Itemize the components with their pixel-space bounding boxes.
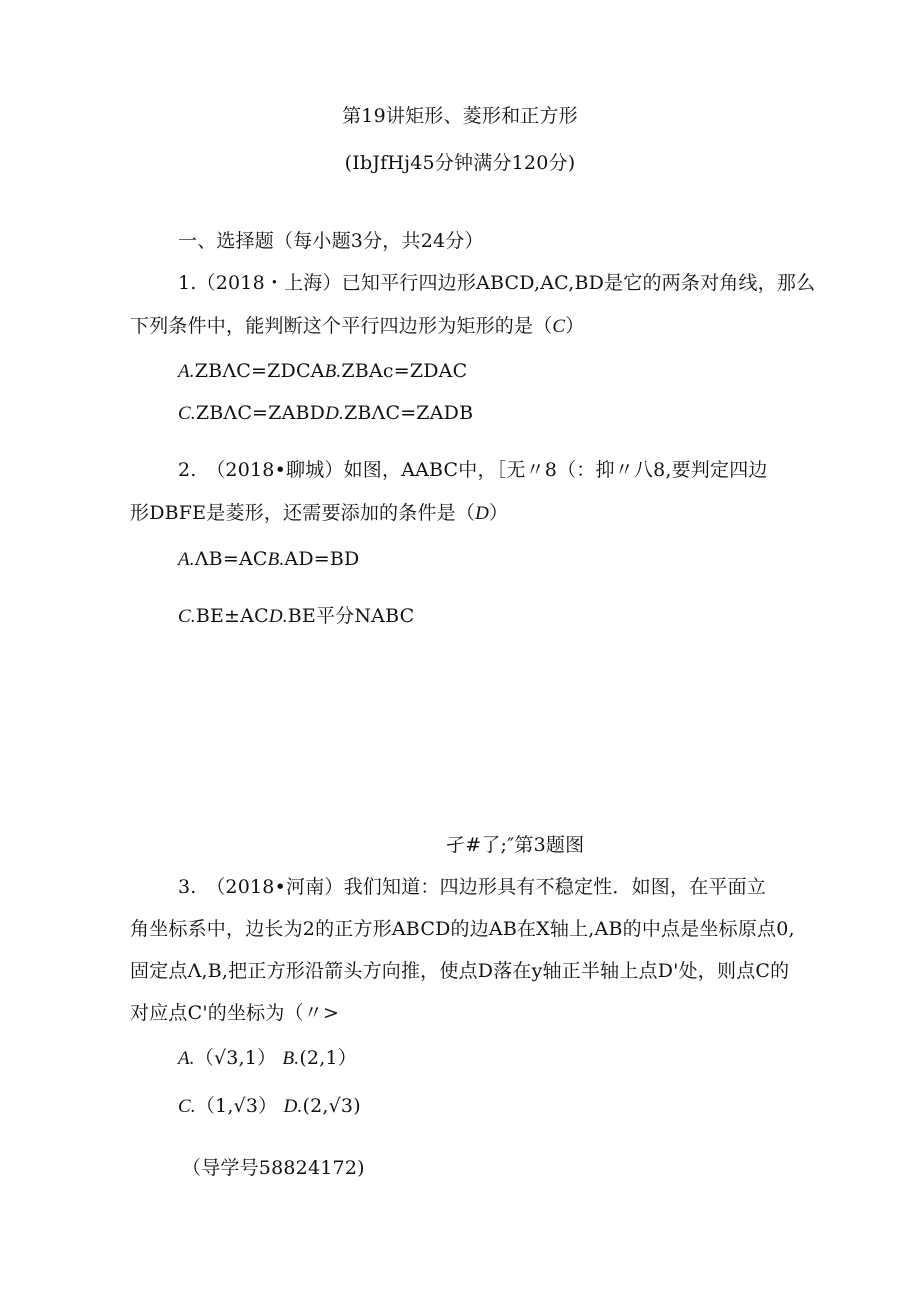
page-subtitle: (IbJfHj45分钟满分120分) bbox=[344, 152, 576, 174]
q1-stem-text: 下列条件中，能判断这个平行四边形为矩形的是（ bbox=[130, 315, 553, 337]
q1-option-d-text: ZBΛC=ZADB bbox=[343, 402, 474, 424]
q2-stem-line1: 2. （2018•聊城）如图，AABC中，［无〃8（：抑〃八8,要判定四边 bbox=[178, 459, 768, 481]
q3-option-a-letter: A. bbox=[178, 1048, 195, 1069]
q3-option-d-text: (2,√3) bbox=[302, 1095, 361, 1117]
q1-option-d-letter: D. bbox=[325, 403, 344, 424]
q3-options-cd bbox=[178, 1093, 361, 1120]
q2-stem-close: ） bbox=[488, 502, 509, 524]
q2-option-b-text: AD=BD bbox=[284, 548, 360, 570]
q2-option-d-text: BE平分NABC bbox=[287, 605, 415, 627]
q3-stem-line4: 对应点C'的坐标为（〃> bbox=[130, 1002, 340, 1024]
q1-options-ab bbox=[178, 358, 467, 385]
q3-stem-line3: 固定点Λ,B,把正方形沿箭头方向推，使点D落在y轴正半轴上点D'处，则点C的 bbox=[130, 960, 790, 982]
guide-number: （导学号58824172) bbox=[182, 1157, 365, 1179]
q1-option-a-text: ZBΛC=ZDCA bbox=[194, 360, 325, 382]
q1-options-cd bbox=[178, 400, 473, 427]
q1-stem-line1: 1.（2018・上海）已知平行四边形ABCD,AC,BD是它的两条对角线，那么 bbox=[178, 272, 816, 294]
q3-options-ab bbox=[178, 1045, 357, 1072]
page-title: 第19讲矩形、菱形和正方形 bbox=[342, 105, 578, 127]
figure-caption: 孑#了;″第3题图 bbox=[446, 834, 585, 856]
q2-stem-line2 bbox=[130, 500, 508, 527]
q3-option-a-text: （√3,1） bbox=[194, 1047, 277, 1069]
q2-option-d-letter: D. bbox=[268, 606, 288, 627]
q2-option-c-text: BE±AC bbox=[195, 605, 269, 627]
q1-option-b-text: ZBAc=ZDAC bbox=[341, 360, 468, 382]
q2-option-c-letter: C. bbox=[178, 606, 196, 627]
q1-option-b-letter: B. bbox=[324, 361, 342, 382]
q3-option-d-letter: D. bbox=[283, 1096, 303, 1117]
q3-option-c-text: （1,√3） bbox=[195, 1095, 278, 1117]
q3-stem-line1: 3. （2018•河南）我们知道：四边形具有不稳定性．如图，在平面立 bbox=[178, 876, 766, 898]
q1-stem-line2 bbox=[130, 313, 584, 340]
q2-option-a-letter: A. bbox=[178, 549, 195, 570]
q3-option-c-letter: C. bbox=[178, 1096, 196, 1117]
q2-option-b-letter: B. bbox=[267, 549, 285, 570]
q2-option-a-text: ΛB=AC bbox=[194, 548, 268, 570]
q3-option-b-text: (2,1） bbox=[299, 1047, 357, 1069]
q3-option-b-letter: B. bbox=[282, 1048, 300, 1069]
q2-answer: D bbox=[475, 503, 489, 524]
q1-option-a-letter: A. bbox=[178, 361, 195, 382]
q2-stem-text: 形DBFE是菱形，还需要添加的条件是（ bbox=[130, 502, 476, 524]
q1-stem-close: ） bbox=[565, 315, 585, 337]
q3-stem-line2: 角坐标系中，边长为2的正方形ABCD的边AB在X轴上,AB的中点是坐标原点0, bbox=[130, 918, 795, 940]
q2-options-cd bbox=[178, 603, 414, 630]
section-heading: 一、选择题（每小题3分，共24分） bbox=[178, 230, 484, 252]
q1-answer: C bbox=[552, 316, 566, 337]
q1-option-c-letter: C. bbox=[178, 403, 196, 424]
q1-option-c-text: ZBΛC=ZABD bbox=[195, 402, 326, 424]
q2-options-ab bbox=[178, 546, 359, 573]
